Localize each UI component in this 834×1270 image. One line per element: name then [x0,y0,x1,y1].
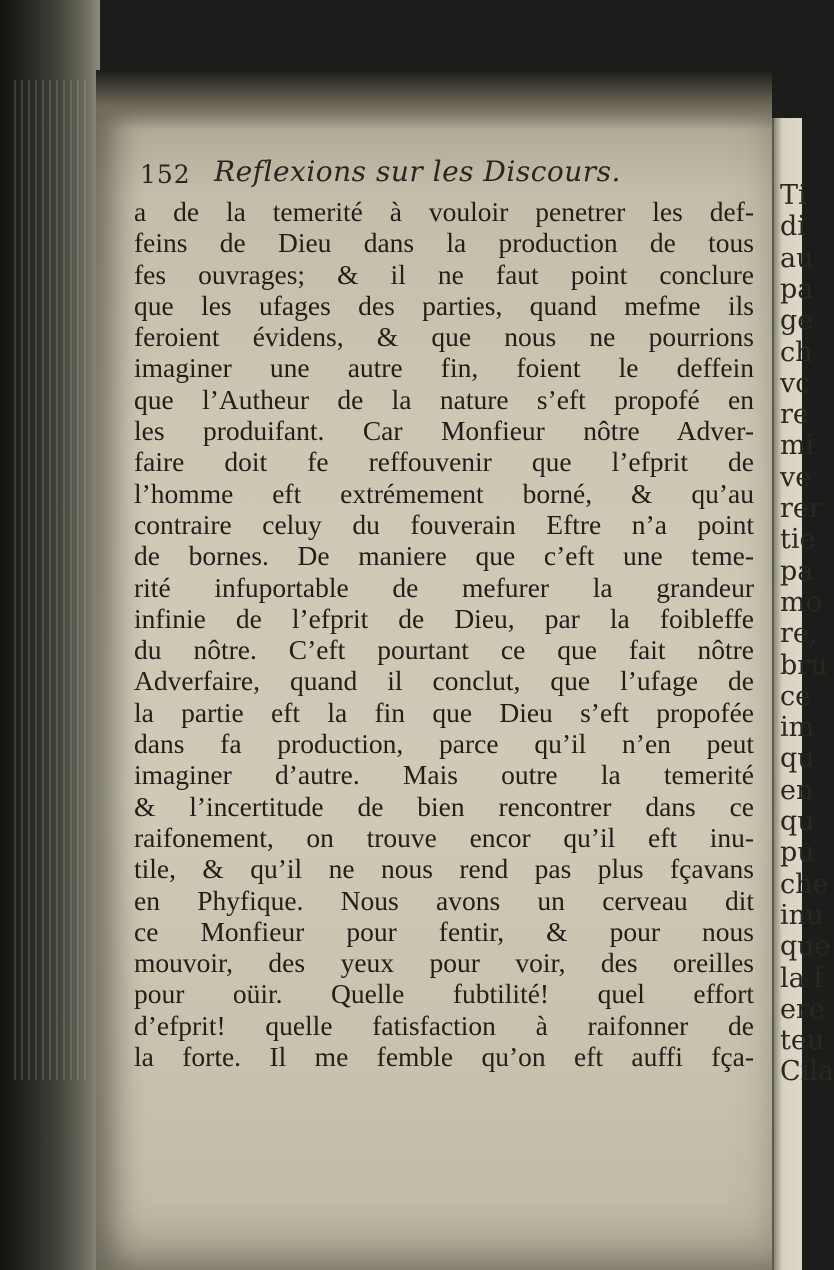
text-line: mouvoir, des yeux pour voir, des oreilles [134,947,754,979]
facing-page-fragment: ce [780,680,812,712]
text-line: faire doit fe reffouvenir que l’efprit de [134,446,754,478]
facing-page-fragment: inu [780,899,824,931]
text-line: a de la temerité à vouloir penetrer les def- [134,196,754,227]
facing-page-fragment: ge [780,305,814,337]
facing-page-fragment: pa [780,273,814,305]
facing-page-fragment: la f [780,962,824,994]
book-gutter [0,0,100,1270]
text-line: feins de Dieu dans la production de tous [134,227,754,259]
text-line: & l’incertitude de bien rencontrer dans ce [134,790,754,822]
text-line: la forte. Il me femble qu’on eft auffi fça- [134,1041,754,1073]
text-line: feroient évidens, & que nous ne pourrions [134,321,754,353]
facing-page-fragment: ve [780,461,812,493]
text-line: dans fa production, parce qu’il n’en peut [134,728,754,760]
facing-page-fragment: im [780,712,815,744]
text-line: de bornes. De maniere que c’eft une teme- [134,540,754,572]
facing-page-fragment: bru [780,649,828,681]
facing-page-fragment: tie [780,524,816,556]
facing-page-fragment: teu [780,1025,825,1057]
facing-page-fragment: en [780,774,814,806]
facing-page-fragment: qu [780,743,815,775]
text-line: la partie eft la fin que Dieu s’eft propofée [134,696,754,728]
facing-page-fragment: qu [780,806,815,837]
facing-page-fragment: re [780,399,809,431]
text-line: raifonement, on trouve encor qu’il eft inu- [134,821,754,853]
text-line: imaginer d’autre. Mais outre la temerité [134,759,754,791]
facing-page-fragment: di [780,211,806,243]
text-line: tile, & qu’il ne nous rend pas plus fçavans [134,853,754,885]
text-line: en Phyfique. Nous avons un cerveau dit [134,884,754,916]
body-text [134,196,754,1072]
facing-page-fragment: que [780,931,831,963]
facing-page-fragment: au [780,242,814,274]
facing-page-fragment: che [780,868,829,900]
text-line: Adverfaire, quand il conclut, que l’ufage de [134,665,754,697]
text-line: infinie de l’efprit de Dieu, par la foibleffe [134,602,754,634]
facing-page-fragment: rer [780,493,822,524]
facing-page-fragment: vc [780,367,811,399]
page-top-shadow [96,70,772,130]
facing-page-fragment: ch [780,336,813,368]
text-line: l’homme eft extrémement borné, & qu’au [134,477,754,509]
text-line: imaginer une autre fin, foient le deffein [134,352,754,384]
text-line: pour oüir. Quelle fubtilité! quel effort [134,978,754,1010]
text-line: d’efprit! quelle fatisfaction à raifonner de [134,1009,754,1041]
text-line: rité infuportable de mefurer la grandeur [134,571,754,603]
text-line: ce Monfieur pour fentir, & pour nous [134,915,754,947]
facing-page-fragment: ere [780,993,825,1025]
facing-page-fragment: Cila [780,1056,834,1088]
page-number: 152 [140,160,191,189]
text-line: les produifant. Car Monfieur nôtre Adver- [134,415,754,447]
facing-page-fragment: mo [780,586,822,618]
facing-page-fragment: mi [780,430,815,462]
running-title: Reflexions sur les Discours. [214,155,621,188]
text-line: du nôtre. C’eft pourtant ce que fait nôtre [134,634,754,666]
facing-page-fragment: re, [780,618,818,650]
text-line: que les ufages des parties, quand mefme ils [134,289,754,321]
facing-page-edge [772,118,834,1270]
text-line: fes ouvrages; & il ne faut point conclure [134,258,754,290]
text-line: contraire celuy du fouverain Eftre n’a point [134,508,754,540]
facing-page-fragment: pu [780,837,815,869]
text-line: que l’Autheur de la nature s’eft propofé en [134,383,754,415]
facing-page-fragment: Ti [780,180,807,211]
facing-page-fragment: pa [780,555,814,587]
previous-pages-edge [14,80,86,1080]
